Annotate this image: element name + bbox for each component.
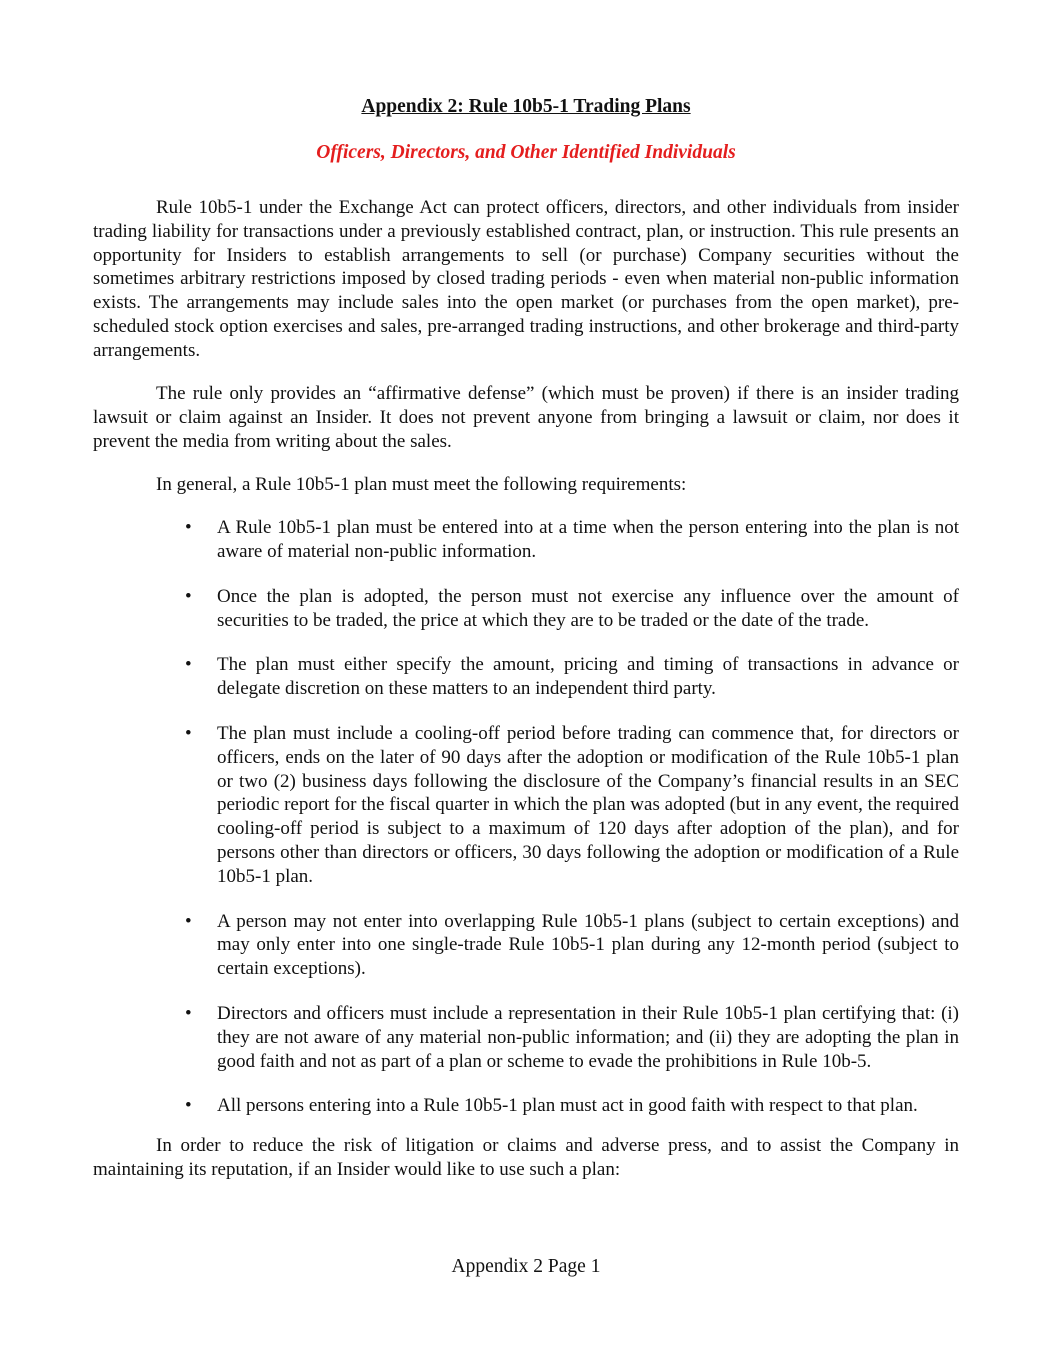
list-item-text: All persons entering into a Rule 10b5-1 plan must act in good faith with respect to that plan. xyxy=(217,1095,918,1117)
bullet-icon: • xyxy=(185,517,192,539)
list-item-text: The plan must either specify the amount, pricing and timing of transactions in advance or delegate discretion on these matters to an independent third party. xyxy=(217,654,959,700)
bullet-icon: • xyxy=(185,1003,192,1025)
bullet-icon: • xyxy=(185,654,192,676)
page-subtitle: Officers, Directors, and Other Identified Individuals xyxy=(316,142,736,163)
paragraph-closing: In order to reduce the risk of litigation or claims and adverse press, and to assist the Company in maintaining its reputation, if an Insider would like to use such a plan: xyxy=(93,1135,959,1180)
list-item xyxy=(93,653,959,701)
page-title: Appendix 2: Rule 10b5-1 Trading Plans xyxy=(361,96,691,117)
paragraph-affirmative-defense: The rule only provides an “affirmative defense” (which must be proven) if there is an insider trading lawsuit or claim against an Insider. It does not prevent anyone from bringing a lawsuit or claim, nor does it prevent the media from writing about the sales. xyxy=(93,383,959,452)
document-body xyxy=(93,196,959,1182)
list-item xyxy=(93,516,959,564)
bullet-icon: • xyxy=(185,585,192,607)
list-item-text: The plan must include a cooling-off period before trading can commence that, for directors or officers, ends on the later of 90 days after the adoption or modification of the Rule 10b5-1 plan or two (2) business days following the disclosure of the Company’s financial results in an SEC periodic report for the fiscal quarter in which the plan was adopted (but in any event, the required cooling-off period is subject to a maximum of 120 days after adoption of the plan), and for persons other than directors or officers, 30 days following the adoption or modification of a Rule 10b5-1 plan. xyxy=(217,723,959,887)
list-item xyxy=(93,1002,959,1073)
list-item-text: Directors and officers must include a representation in their Rule 10b5-1 plan certifying that: (i) they are not aware of any material non-public information; and (ii) they are adopting the plan in good faith and not as part of a plan or scheme to evade the prohibitions in Rule 10b-5. xyxy=(217,1003,959,1072)
bullet-icon: • xyxy=(185,910,192,932)
list-item xyxy=(93,585,959,633)
list-item-text: A Rule 10b5-1 plan must be entered into at a time when the person entering into the plan is not aware of material non-public information. xyxy=(217,517,959,563)
document-page xyxy=(93,0,959,1365)
bullet-icon: • xyxy=(185,723,192,745)
requirements-list xyxy=(93,516,959,1118)
page-footer: Appendix 2 Page 1 xyxy=(451,1256,601,1277)
list-item xyxy=(93,1094,959,1118)
bullet-icon: • xyxy=(185,1095,192,1117)
list-item-text: Once the plan is adopted, the person must not exercise any influence over the amount of securities to be traded, the price at which they are to be traded or the date of the trade. xyxy=(217,585,959,631)
list-item xyxy=(93,910,959,981)
list-item-text: A person may not enter into overlapping Rule 10b5-1 plans (subject to certain exceptions) and may only enter into one single-trade Rule 10b5-1 plan during any 12-month period (subject to certain exceptions). xyxy=(217,910,959,980)
paragraph-rule-overview: Rule 10b5-1 under the Exchange Act can protect officers, directors, and other individuals from insider trading liability for transactions under a previously established contract, plan, or instruction. This rule presents an opportunity for Insiders to establish arrangements to sell (or purchase) Company securities without the sometimes arbitrary restrictions imposed by closed trading periods - even when material non-public information exists. The arrangements may include sales into the open market (or purchases from the open market), pre-scheduled stock option exercises and sales, pre-arranged trading instructions, and other brokerage and third-party arrangements. xyxy=(93,197,959,361)
paragraph-requirements-intro: In general, a Rule 10b5-1 plan must meet the following requirements: xyxy=(156,473,687,495)
list-item xyxy=(93,722,959,889)
